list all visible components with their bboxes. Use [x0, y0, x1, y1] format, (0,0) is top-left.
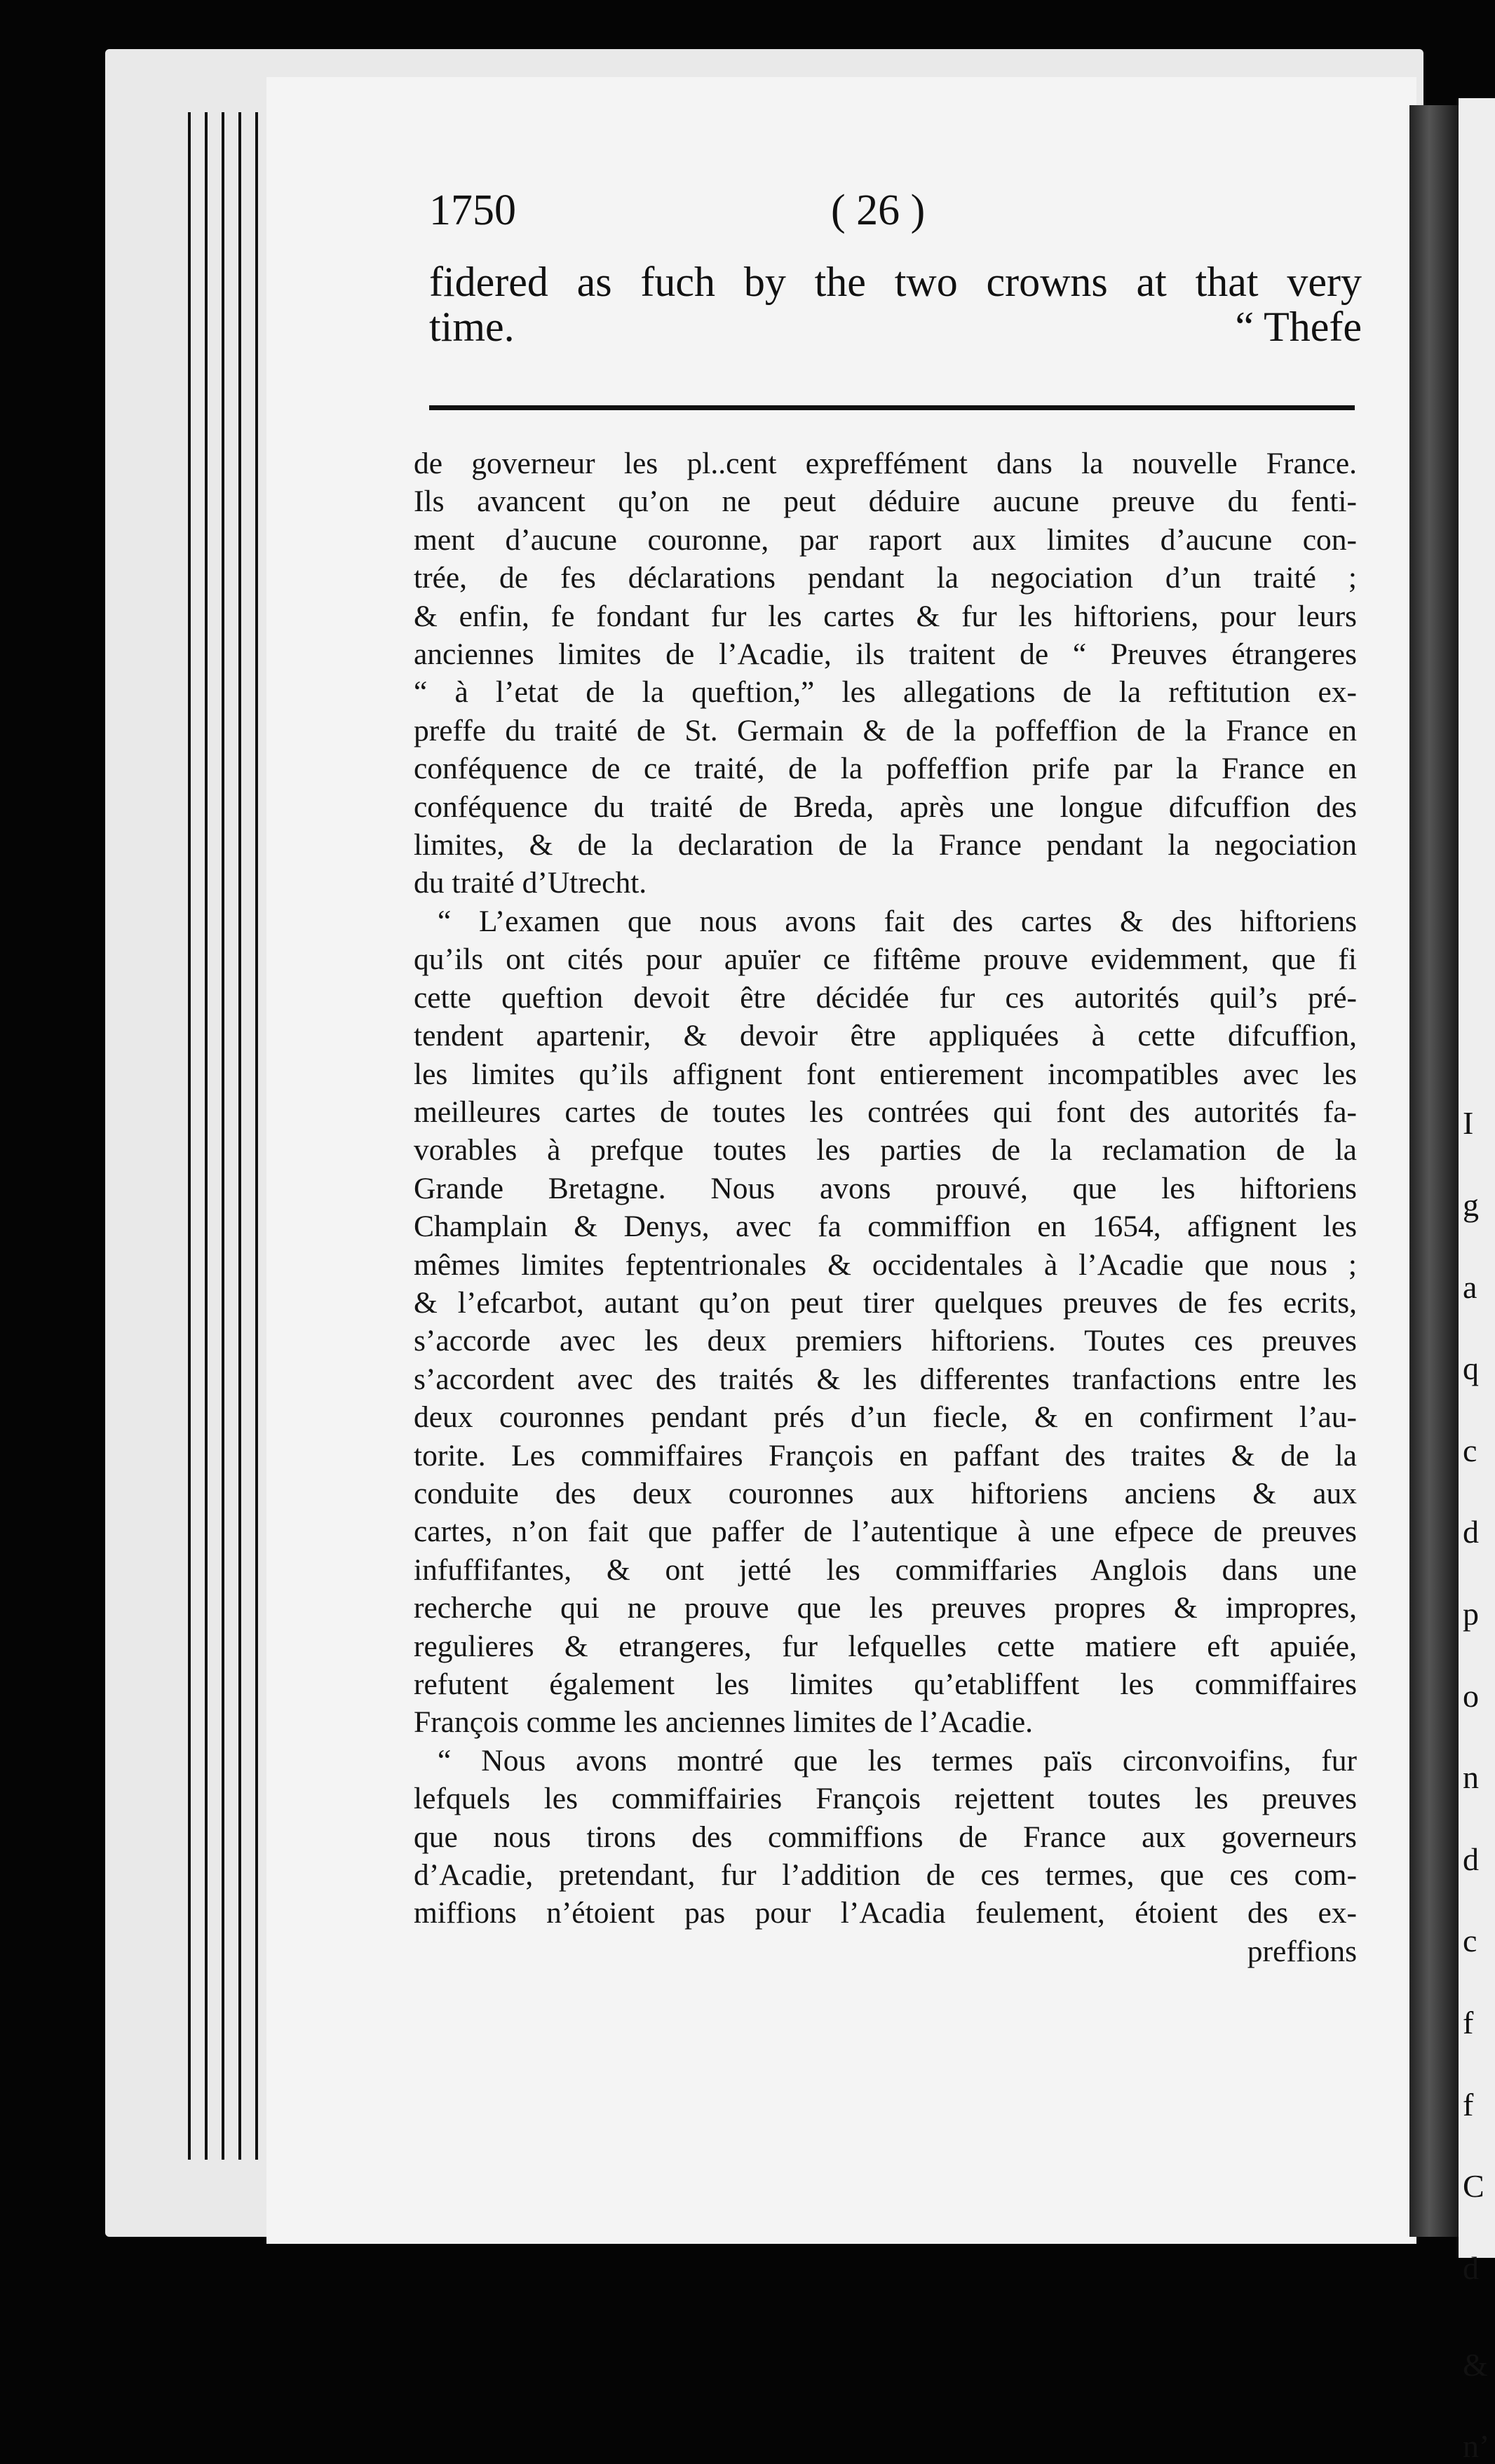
- footnote-line: s’accordent avec des traités & les differentes tranfactions entre les: [414, 1362, 1357, 1396]
- footnote-line: tendent apartenir, & devoir être appliquées à cette difcuffion,: [414, 1019, 1357, 1053]
- footnote-line: s’accorde avec les deux premiers hiftoriens. Toutes ces preuves: [414, 1324, 1357, 1358]
- facing-page-letter: d: [1463, 1841, 1479, 1877]
- footnote-line: de governeur les pl..cent expreffément dans la nouvelle France.: [414, 447, 1357, 480]
- facing-page-edge: [1459, 98, 1495, 2464]
- page-edge: [188, 112, 191, 2160]
- book-gutter: [1409, 105, 1459, 2237]
- main-text-fragment: time.: [429, 304, 515, 350]
- page-number: ( 26 ): [831, 187, 926, 234]
- footnote-line: les limites qu’ils affignent font entierement incompatibles avec les: [414, 1057, 1357, 1091]
- facing-page-letter: n: [1463, 1759, 1479, 1796]
- footnote-line: recherche qui ne prouve que les preuves propres & impropres,: [414, 1591, 1357, 1625]
- footnote-line: “ à l’etat de la queftion,” les allegations de la reftitution ex-: [414, 675, 1357, 710]
- facing-page-letter: &: [1463, 2346, 1488, 2383]
- footnote-line: preffions: [1247, 1934, 1357, 1968]
- footnote-line: du traité d’Utrecht.: [414, 866, 647, 900]
- running-header: [0, 186, 1495, 242]
- footnote-line: ment d’aucune couronne, par raport aux limites d’aucune con-: [414, 522, 1357, 557]
- footnote-line: limites, & de la declaration de la France pendant la negociation: [414, 828, 1357, 862]
- page-edge: [238, 112, 241, 2160]
- footnote-line: d’Acadie, pretendant, fur l’addition de ces termes, que ces com-: [414, 1858, 1357, 1893]
- footnote-line: refutent également les limites qu’etabliffent les commiffaires: [414, 1667, 1357, 1701]
- footnote-line: conféquence du traité de Breda, après une longue difcuffion des: [414, 790, 1357, 824]
- facing-page-letter: n’: [1463, 2428, 1490, 2464]
- page-edge: [255, 112, 258, 2160]
- header-year: 1750: [429, 187, 516, 234]
- footnote-line: mêmes limites feptentrionales & occidentales à l’Acadie que nous ;: [414, 1247, 1357, 1282]
- footnote-line: meilleures cartes de toutes les contrées qui font des autorités fa-: [414, 1095, 1357, 1129]
- facing-page-letter: a: [1463, 1268, 1477, 1305]
- footnote-line: conféquence de ce traité, de la poffeffion prife par la France en: [414, 752, 1357, 786]
- main-text-line: fidered as fuch by the two crowns at that very: [429, 259, 1362, 305]
- facing-page-letter: p: [1463, 1596, 1479, 1632]
- footnote-rule: [429, 405, 1355, 410]
- footnote-line: miffions n’étoient pas pour l’Acadia feulement, étoient des ex-: [414, 1896, 1357, 1930]
- page-edge: [205, 112, 208, 2160]
- facing-page-letter: d: [1463, 1514, 1479, 1550]
- footnote-line: Ils avancent qu’on ne peut déduire aucune preuve du fenti-: [414, 485, 1357, 519]
- main-text-line: [429, 304, 1362, 349]
- facing-page-letter: g: [1463, 1187, 1479, 1223]
- facing-page-letter: o: [1463, 1677, 1479, 1714]
- footnote-line: infuffifantes, & ont jetté les commiffaries Anglois dans une: [414, 1552, 1357, 1587]
- footnote-line: “ L’examen que nous avons fait des cartes & des hiftoriens: [438, 904, 1357, 938]
- footnote-line: conduite des deux couronnes aux hiftoriens anciens & aux: [414, 1476, 1357, 1510]
- facing-page-letter: f: [1463, 2086, 1474, 2123]
- footnote-line: cartes, n’on fait que paffer de l’autentique à une efpece de preuves: [414, 1515, 1357, 1549]
- facing-page-letter: c: [1463, 1923, 1477, 1959]
- footnote-line: qu’ils ont cités pour apuïer ce fiftême prouve evidemment, que fi: [414, 942, 1357, 977]
- facing-page-letter: f: [1463, 2005, 1474, 2040]
- footnote-block: [414, 445, 1357, 1970]
- footnote-line: preffe du traité de St. Germain & de la poffeffion de la France en: [414, 713, 1357, 747]
- footnote-line: que nous tirons des commiffions de France aux governeurs: [414, 1820, 1357, 1854]
- footnote-line: trée, de fes déclarations pendant la negociation d’un traité ;: [414, 561, 1357, 595]
- footnote-line: deux couronnes pendant prés d’un fiecle, & en confirment l’au-: [414, 1400, 1357, 1435]
- page-edge: [222, 112, 224, 2160]
- footnote-line: regulieres & etrangeres, fur lefquelles cette matiere eft apuiée,: [414, 1629, 1357, 1663]
- facing-page-letter: C: [1463, 2168, 1484, 2205]
- footnote-line: & l’efcarbot, autant qu’on peut tirer quelques preuves de fes ecrits,: [414, 1285, 1357, 1320]
- footnote-line: anciennes limites de l’Acadie, ils traitent de “ Preuves étrangeres: [414, 637, 1357, 672]
- footnote-line: “ Nous avons montré que les termes païs circonvoifins, fur: [438, 1743, 1357, 1778]
- main-text-fragment: “ Thefe: [1235, 304, 1362, 350]
- main-text: [429, 259, 1362, 349]
- footnote-line: & enfin, fe fondant fur les cartes & fur les hiftoriens, pour leurs: [414, 599, 1357, 633]
- footnote-line: lefquels les commiffairies François rejettent toutes les preuves: [414, 1782, 1357, 1816]
- facing-page-letter: d: [1463, 2249, 1479, 2286]
- footnote-line: torite. Les commiffaires François en paffant des traites & de la: [414, 1438, 1357, 1473]
- facing-page-letter: I: [1463, 1105, 1474, 1142]
- footnote-line: cette queftion devoit être décidée fur ces autorités quil’s pré-: [414, 980, 1357, 1015]
- facing-page-letter: c: [1463, 1432, 1477, 1468]
- footnote-line: Grande Bretagne. Nous avons prouvé, que les hiftoriens: [414, 1171, 1357, 1205]
- footnote-line: François comme les anciennes limites de l’Acadie.: [414, 1705, 1033, 1740]
- footnote-line: vorables à prefque toutes les parties de la reclamation de la: [414, 1133, 1357, 1167]
- footnote-line: Champlain & Denys, avec fa commiffion en 1654, affignent les: [414, 1210, 1357, 1244]
- facing-page-letter: q: [1463, 1351, 1479, 1387]
